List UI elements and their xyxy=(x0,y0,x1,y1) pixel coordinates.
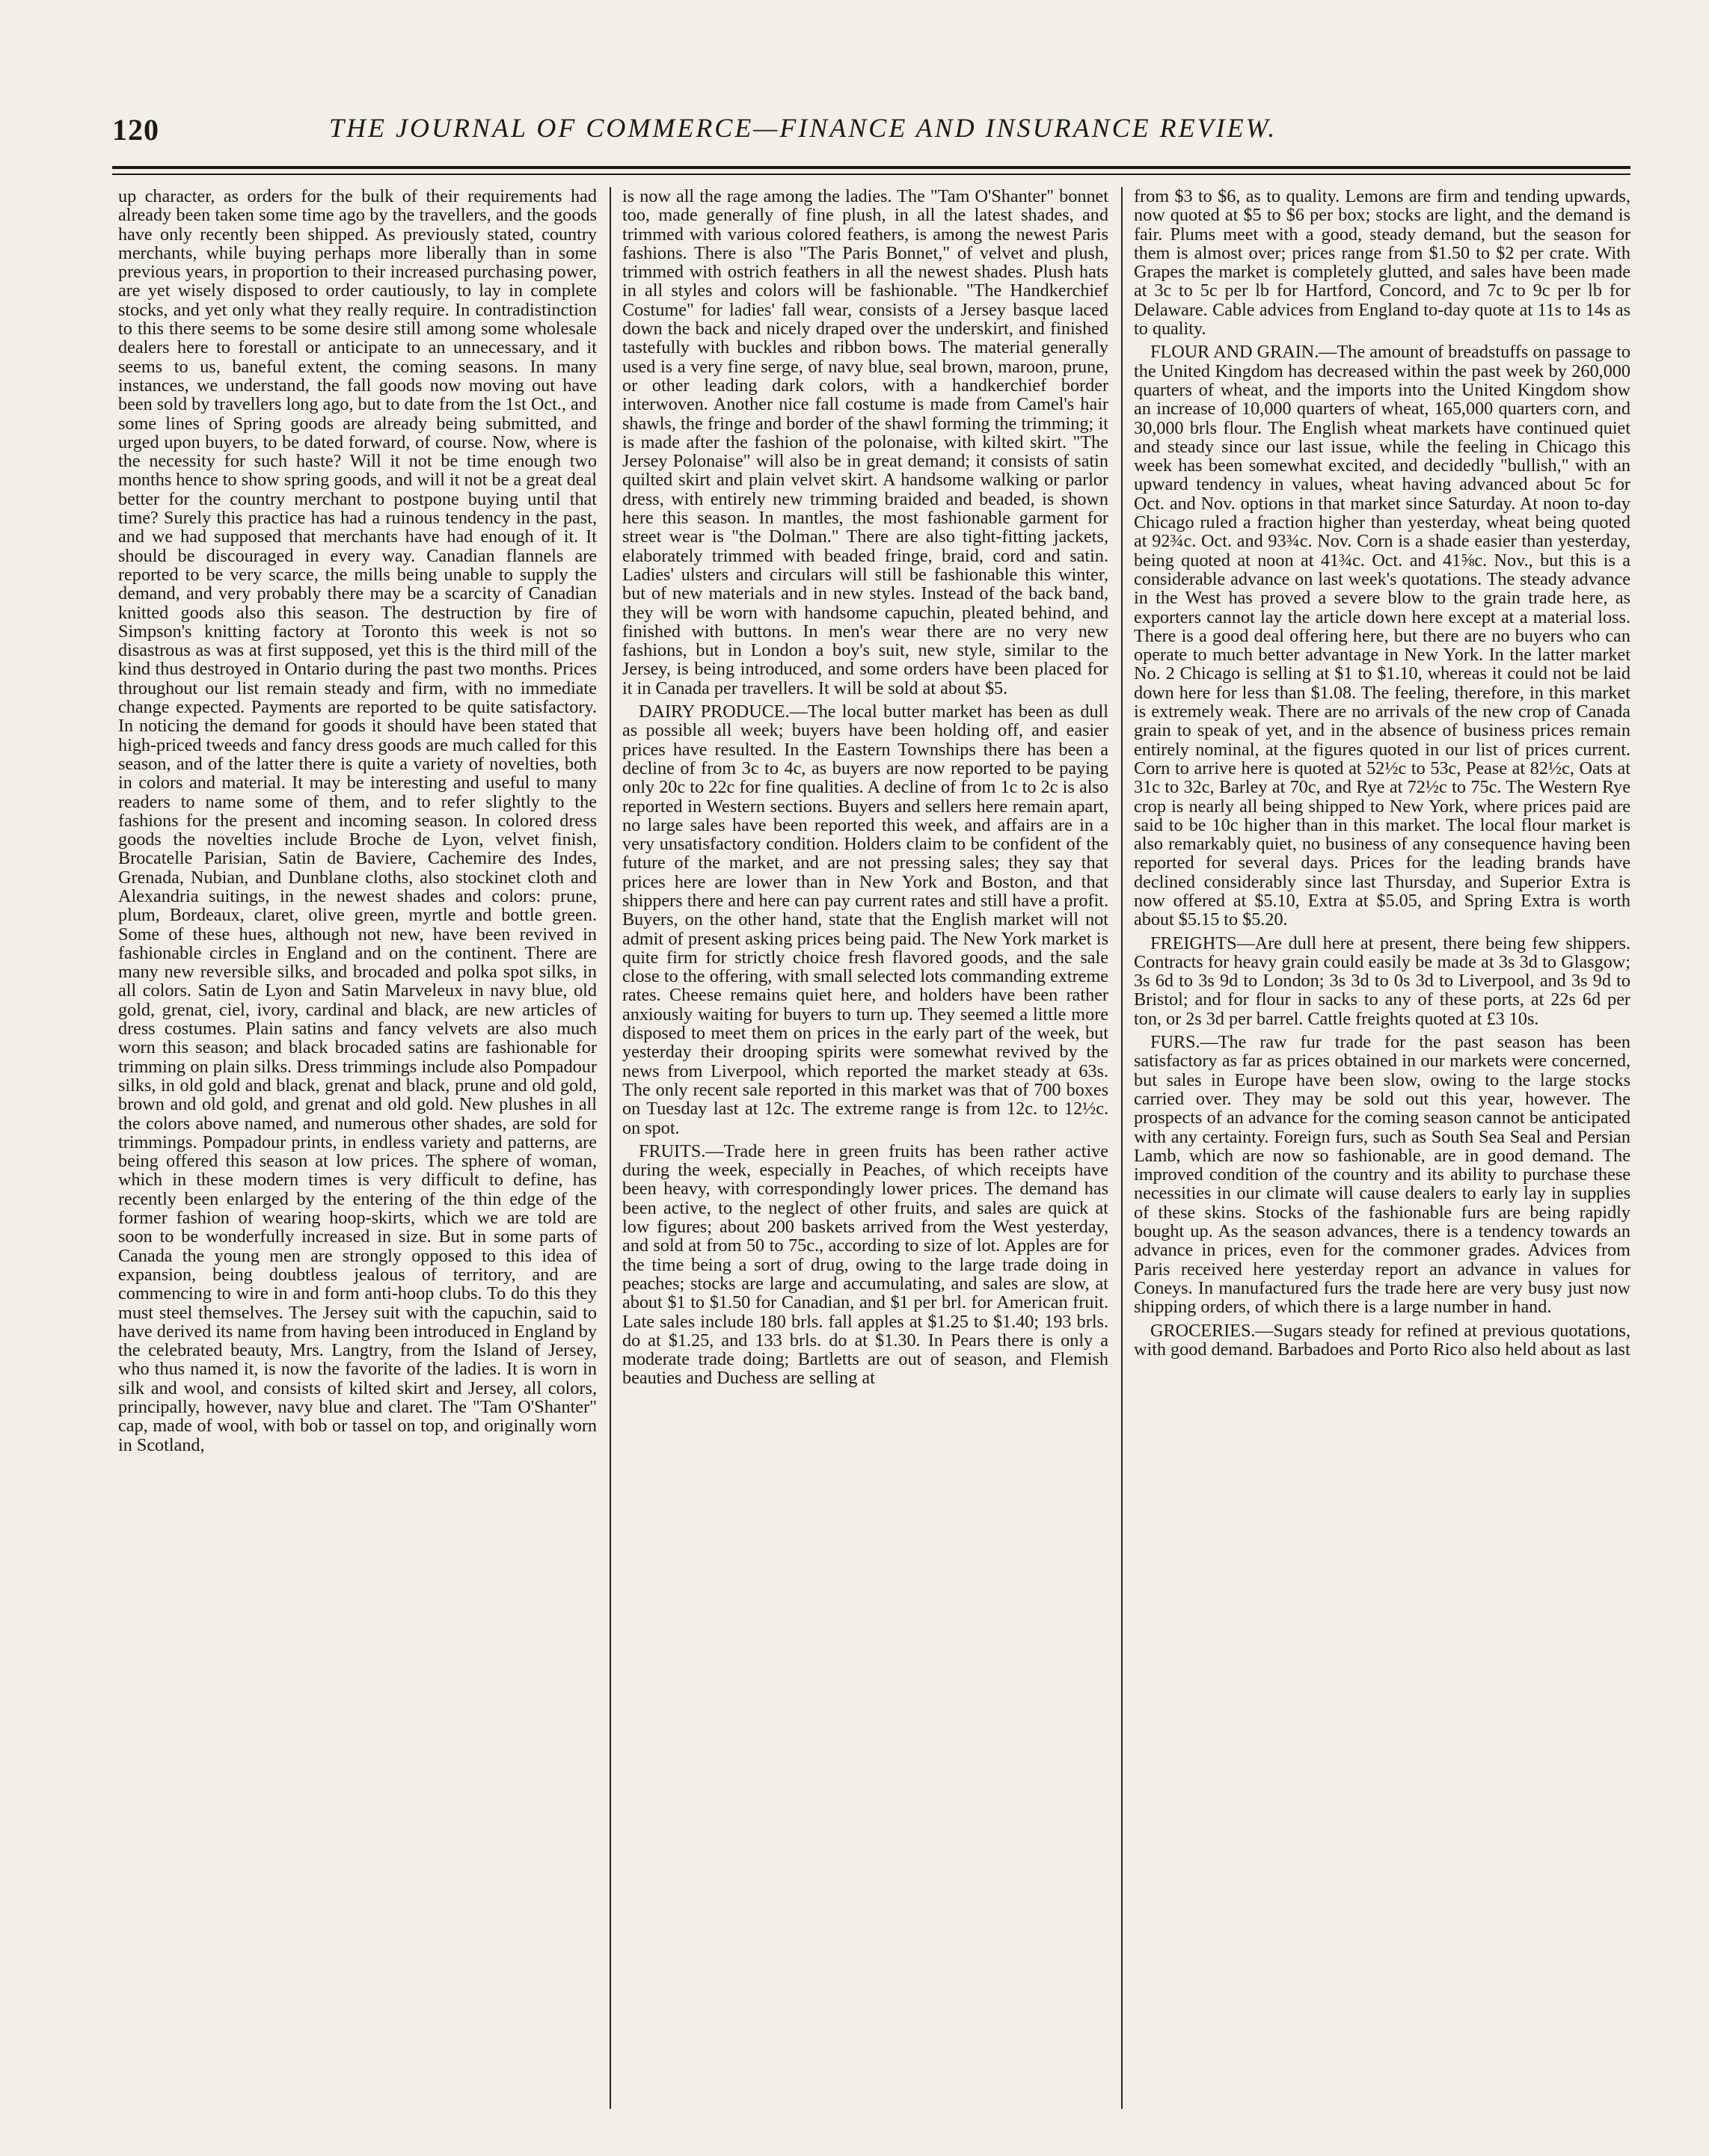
groceries-paragraph: GROCERIES.—Sugars steady for refined at previous quotations, with good demand. Barbadoes and Porto Rico also held about as last xyxy=(1134,1320,1630,1360)
article-paragraph: up character, as orders for the bulk of their requirements had already been taken some time ago by the travellers, and the goods have only recently been shipped. As previously stated, country merchants, while buying perhaps more liberally than in some previous years, in proportion to their increased purchasing power, are yet wisely disposed to order cautiously, to lay in complete stocks, and yet only what they really require. In contradistinction to this there seems to be some desire still among some wholesale dealers here to forestall or anticipate to an unnecessary, and it seems to us, baneful extent, the coming seasons. In many instances, we understand, the fall goods now moving out have been sold by travellers long ago, but to date from the 1st Oct., and some lines of Spring goods are already being submitted, and urged upon buyers, to be dated forward, of course. Now, where is the necessity for such haste? Will it not be time enough two months hence to show spring goods, and will it not be a great deal better for the country merchant to postpone buying until that time? Surely this practice has had a ruinous tendency in the past, and we had supposed that merchants have had enough of it. It should be discouraged in every way. Canadian flannels are reported to be very scarce, the mills being unable to supply the demand, and very probably there may be a scarcity of Canadian knitted goods also this season. The destruction by fire of Simpson's knitting factory at Toronto this week is not so disastrous as was at first supposed, yet this is the third mill of the kind thus destroyed in Ontario during the past two months. Prices throughout our list remain steady and firm, with no immediate change expected. Payments are reported to be quite satisfactory. In noticing the demand for goods it should have been stated that high-priced tweeds and fancy dress goods are much called for this season, and of the latter there is quite a variety of novelties, both in colors and material. It may be interesting and useful to many readers to name some of them, and to refer slightly to the fashions for the present and incoming season. In colored dress goods the novelties include Broche de Lyon, velvet finish, Brocatelle Parisian, Satin de Baviere, Cachemire des Indes, Grenada, Nubian, and Dunblane cloths, also stockinet cloth and Alexandria suitings, in the newest shades and colors: prune, plum, Bordeaux, claret, olive green, myrtle and bottle green. Some of these hues, although not new, have been revived in fashionable circles in England and on the continent. There are many new reversible silks, and brocaded and polka spot silks, in all colors. Satin de Lyon and Satin Marveleux in navy blue, old gold, grenat, ciel, ivory, cardinal and black, are new articles of dress costumes. Plain satins and fancy velvets are also much worn this season; and black brocaded satins are fashionable for trimming on plain silks. Dress trimmings include also Pompadour silks, in old gold and black, grenat and black, prune and old gold, brown and old gold, and grenat and old gold. New plushes in all the colors above named, and numerous other shades, are sold for trimmings. Pompadour prints, in endless variety and patterns, are being offered this season at low prices. The sphere of woman, which in these modern times is very difficult to define, has recently been enlarged by the entering of the thin edge of the former fashion of wearing hoop-skirts, which we are told are soon to be wonderfully increased in size. But in some parts of Canada the young men are strongly opposed to this idea of expansion, being doubtless jealous of territory, and are commencing to wire in and form anti-hoop clubs. To do this they must steel themselves. The Jersey suit with the capuchin, said to have derived its name from having been introduced in England by the celebrated beauty, Mrs. Langtry, from the Island of Jersey, who thus named it, is now the favorite of the ladies. It is worn in silk and wool, and consists of kilted skirt and Jersey, all colors, principally, however, navy blue and claret. The "Tam O'Shanter" cap, made of wool, with bob or tassel on top, and originally worn in Scotland, xyxy=(118,187,597,1455)
column-1 xyxy=(118,187,597,2109)
dairy-produce-paragraph: DAIRY PRODUCE.—The local butter market has been as dull as possible all week; buyers have been holding off, and easier prices have resulted. In the Eastern Townships there has been a decline of from 3c to 4c, as buyers are now reported to be paying only 20c to 22c for fine qualities. A decline of from 1c to 2c is also reported in Western sections. Buyers and sellers here remain apart, no large sales have been reported this week, and affairs are in a very unsatisfactory condition. Holders claim to be confident of the future of the market, and are not pressing sales; they say that prices here are lower than in New York and Boston, and that shippers there and here can pay current rates and still have a profit. Buyers, on the other hand, state that the English market will not admit of present asking prices being paid. The New York market is quite firm for strictly choice fresh flavored goods, and the sale close to the offering, with small selected lots commanding extreme rates. Cheese remains quiet here, and holders have been rather anxiously waiting for buyers to turn up. They seemed a little more disposed to meet them on prices in the early part of the week, but yesterday their drooping spirits were somewhat revived by the news from Liverpool, which reported the market steady at 63s. The only recent sale reported in this market was that of 700 boxes on Tuesday last at 12c. The extreme range is from 12c. to 12½c. on spot. xyxy=(622,701,1108,1138)
running-head: THE JOURNAL OF COMMERCE—FINANCE AND INSURANCE REVIEW. xyxy=(329,113,1277,143)
column-3 xyxy=(1134,187,1630,2109)
article-paragraph: from $3 to $6, as to quality. Lemons are firm and tending upwards, now quoted at $5 to $6 per box; stocks are light, and the demand is fair. Plums meet with a good, steady demand, but the season for them is almost over; prices range from $1.50 to $2 per crate. With Grapes the market is completely glutted, and sales have been made at 3c to 5c per lb for Hartford, Concord, and 7c to 9c per lb for Delaware. Cable advices from England to-day quote at 11s to 14s as to quality. xyxy=(1134,187,1630,340)
header-rule-thick xyxy=(112,166,1630,169)
page-header xyxy=(112,112,1630,157)
page-number: 120 xyxy=(112,113,159,147)
column-2 xyxy=(622,187,1108,2109)
freights-paragraph: FREIGHTS—Are dull here at present, there being few shippers. Contracts for heavy grain could easily be made at 3s 3d to Glasgow; 3s 6d to 3s 9d to London; 3s 3d to 0s 3d to Liverpool, and 3s 9d to Bristol; and for flour in sacks to any of these ports, at 22s 6d per ton, or 2s 3d per barrel. Cattle freights quoted at £3 10s. xyxy=(1134,933,1630,1029)
header-rule-thin xyxy=(112,173,1630,175)
article-paragraph: is now all the rage among the ladies. The "Tam O'Shanter" bonnet too, made generally of fine plush, in all the latest shades, and trimmed with various colored feathers, is among the newest Paris fashions. There is also "The Paris Bonnet," of velvet and plush, trimmed with ostrich feathers in all the newest shades. Plush hats in all styles and colors will be fashionable. "The Handkerchief Costume" for ladies' fall wear, consists of a Jersey basque laced down the back and nicely draped over the underskirt, and finished tastefully with buckles and ribbon bows. The material generally used is a very fine serge, of navy blue, seal brown, maroon, prune, or other leading dark colors, with a handkerchief border interwoven. Another nice fall costume is made from Camel's hair shawls, the fringe and border of the shawl forming the trimming; it is made after the fashion of the polonaise, with kilted skirt. "The Jersey Polonaise" will also be in great demand; it consists of satin quilted skirt and plain velvet skirt. A handsome walking or parlor dress, with entirely new trimming braided and beaded, is shown here this season. In mantles, the most fashionable garment for street wear is "the Dolman." There are also tight-fitting jackets, elaborately trimmed with beaded fringe, braid, cord and satin. Ladies' ulsters and circulars will still be fashionable this winter, but of new materials and in new styles. Instead of the back band, they will be worn with handsome capuchin, pleated behind, and finished with buttons. In men's wear there are no very new fashions, but in London a boy's suit, new style, similar to the Jersey, is being introduced, and some orders have been placed for it in Canada per travellers. It will be sold at about $5. xyxy=(622,187,1108,698)
column-separator xyxy=(1121,187,1123,2109)
fruits-paragraph: FRUITS.—Trade here in green fruits has been rather active during the week, especially in Peaches, of which receipts have been heavy, with correspondingly lower prices. The demand has been active, to the neglect of other fruits, and sales are quick at low figures; about 200 baskets arrived from the West yesterday, and sold at from 50 to 75c., according to size of lot. Apples are for the time being a sort of drug, owing to the large trade doing in peaches; stocks are large and accumulating, and sales are slow, at about $1 to $1.50 for Canadian, and $1 per brl. for American fruit. Late sales include 180 brls. fall apples at $1.25 to $1.40; 193 brls. do at $1.25, and 133 brls. do at $1.30. In Pears there is only a moderate trade doing; Bartletts are out of season, and Flemish beauties and Duchess are selling at xyxy=(622,1140,1108,1389)
flour-and-grain-paragraph: FLOUR AND GRAIN.—The amount of breadstuffs on passage to the United Kingdom has decreased within the past week by 260,000 quarters of wheat, and the imports into the United Kingdom show an increase of 10,000 quarters of wheat, 165,000 quarters corn, and 30,000 brls flour. The English wheat markets have continued quiet and steady since our last issue, while the feeling in Chicago this week has been somewhat excited, and decidedly "bullish," with an upward tendency in values, wheat having advanced about 5c for Oct. and Nov. options in that market since Saturday. At noon to-day Chicago ruled a fraction higher than yesterday, wheat being quoted at 92¾c. Oct. and 93¾c. Nov. Corn is a shade easier than yesterday, being quoted at noon at 41¾c. Oct. and 41⅝c. Nov., but this is a considerable advance on last week's quotations. The steady advance in the West has proved a severe blow to the grain trade here, as exporters cannot lay the article down here except at a material loss. There is a good deal offering here, but there are no buyers who can operate to much better advantage in New York. In the latter market No. 2 Chicago is selling at $1 to $1.10, whereas it could not be laid down here for less than $1.08. The feeling, therefore, in this market is extremely weak. There are no arrivals of the new crop of Canada grain to speak of yet, and in the absence of business prices remain entirely nominal, at the figures quoted in our list of prices current. Corn to arrive here is quoted at 52½c to 53c, Pease at 82½c, Oats at 31c to 32c, Barley at 70c, and Rye at 72½c to 75c. The Western Rye crop is nearly all being shipped to New York, where prices paid are said to be 10c higher than in this market. The local flour market is also remarkably quiet, no business of any consequence having been reported for several days. Prices for the leading brands have declined considerably since last Thursday, and Superior Extra is now offered at $5.10, Extra at $5.05, and Spring Extra is worth about $5.15 to $5.20. xyxy=(1134,342,1630,930)
column-separator xyxy=(610,187,611,2109)
furs-paragraph: FURS.—The raw fur trade for the past season has been satisfactory as far as prices obtained in our markets were concerned, but sales in Europe have been slow, owing to the large stocks carried over. They may be sold out this year, however. The prospects of an advance for the coming season cannot be anticipated with any certainty. Foreign furs, such as South Sea Seal and Persian Lamb, which are now so fashionable, are in good demand. The improved condition of the country and its ability to purchase these necessities in our climate will cause dealers to early lay in supplies of these skins. Stocks of the fashionable furs are being rapidly bought up. As the season advances, there is a tendency towards an advance in prices, even for the commoner grades. Advices from Paris received here yesterday report an advance in values for Coneys. In manufactured furs the trade here are very busy just now shipping orders, of which there is a large number in hand. xyxy=(1134,1032,1630,1318)
